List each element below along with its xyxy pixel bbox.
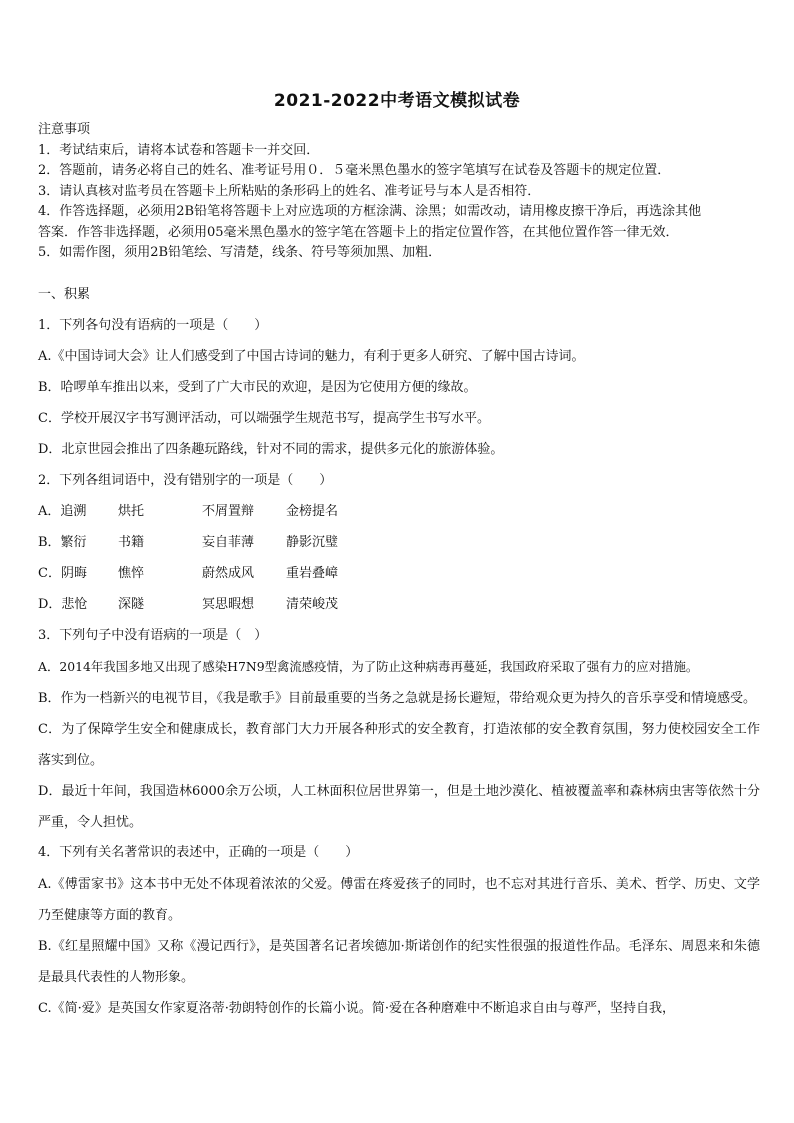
question-3-stem: 3．下列句子中没有语病的一项是（ ）	[38, 628, 268, 643]
word: A．追溯	[38, 504, 87, 519]
word: 重岩叠嶂	[286, 566, 339, 581]
word: 冥思暇想	[202, 597, 255, 612]
exam-body	[38, 284, 760, 1028]
notice-item: 答案．作答非选择题，必须用05毫米黑色墨水的签字笔在答题卡上的指定位置作答，在其他位置作答一律无效．	[38, 224, 679, 240]
word: 不屑置辩	[202, 504, 255, 519]
word: 金榜提名	[286, 504, 339, 519]
section-heading: 一、积累	[38, 287, 91, 302]
notice-item: 4．作答选择题，必须用2B铅笔将答题卡上对应选项的方框涂满、涂黑；如需改动，请用橡皮擦干净后，再选涂其他	[38, 204, 702, 219]
word: 深隧	[118, 597, 145, 612]
notice-item: 1．考试结束后，请将本试卷和答题卡一并交回．	[38, 142, 320, 158]
question-1-stem: 1．下列各句没有语病的一项是（ ）	[38, 318, 268, 333]
question-2-stem: 2．下列各组词语中，没有错别字的一项是（ ）	[38, 473, 333, 488]
word: 憔悴	[118, 566, 145, 581]
question-2-option-row	[38, 501, 760, 532]
question-1-option-b: B．哈啰单车推出以来，受到了广大市民的欢迎，是因为它使用方便的缘故。	[38, 380, 477, 395]
question-1-option-d: D．北京世园会推出了四条趣玩路线，针对不同的需求，提供多元化的旅游体验。	[38, 442, 504, 457]
question-1-option-a: A.《中国诗词大会》让人们感受到了中国古诗词的魅力，有利于更多人研究、了解中国古诗词。	[38, 349, 585, 364]
word: 烘托	[118, 504, 145, 519]
question-1-option-c: C．学校开展汉字书写测评活动，可以端强学生规范书写，提高学生书写水平。	[38, 411, 490, 426]
question-4-option-b: B.《红星照耀中国》又称《漫记西行》，是英国著名记者埃德加·斯诺创作的纪实性很强的报道性作品。毛泽东、周恩来和朱德是最具代表性的人物形象。	[38, 939, 760, 985]
page-title: 2021-2022中考语文模拟试卷	[273, 91, 521, 111]
question-2-option-row	[38, 532, 760, 563]
question-4-option-c: C.《简·爱》是英国女作家夏洛蒂·勃朗特创作的长篇小说。简·爱在各种磨难中不断追求自由与尊严，坚持自我，	[38, 1001, 676, 1016]
word: B．繁衍	[38, 535, 87, 550]
notice-item: 2．答题前，请务必将自己的姓名、准考证号用０．５毫米黑色墨水的签字笔填写在试卷及答题卡的规定位置．	[38, 163, 671, 178]
notice-item: 5．如需作图，须用2B铅笔绘、写清楚，线条、符号等须加黑、加粗．	[38, 245, 442, 260]
word: 清荣峻茂	[286, 597, 339, 612]
word: 静影沉璧	[286, 535, 339, 550]
question-2-option-row	[38, 563, 760, 594]
notice-heading: 注意事项	[38, 122, 91, 137]
word: C．阴晦	[38, 566, 87, 581]
question-3-option-a: A．2014年我国多地又出现了感染H7N9型禽流感疫情，为了防止这种病毒再蔓延，我国政府采取了强有力的应对措施。	[38, 659, 699, 674]
word: 蔚然成风	[202, 566, 255, 581]
question-4-stem: 4．下列有关名著常识的表述中，正确的一项是（ ）	[38, 845, 359, 860]
notice-item: 3．请认真核对监考员在答题卡上所粘贴的条形码上的姓名、准考证号与本人是否相符．	[38, 183, 541, 199]
notice-section	[38, 120, 760, 264]
word: 妄自菲薄	[202, 535, 255, 550]
word: D．悲怆	[38, 597, 88, 612]
question-3-option-d: D．最近十年间，我国造林6000余万公顷，人工林面积位居世界第一，但是土地沙漠化、植被覆盖率和森林病虫害等依然十分严重，令人担忧。	[38, 784, 760, 830]
question-3-option-b: B．作为一档新兴的电视节目，《我是歌手》目前最重要的当务之急就是扬长避短，带给观众更为持久的音乐享受和情境感受。	[38, 691, 757, 706]
question-3-option-c: C．为了保障学生安全和健康成长，教育部门大力开展各种形式的安全教育，打造浓郁的安全教育氛围，努力使校园安全工作落实到位。	[38, 722, 760, 768]
question-4-option-a: A.《傅雷家书》这本书中无处不体现着浓浓的父爱。傅雷在疼爱孩子的同时，也不忘对其进行音乐、美术、哲学、历史、文学乃至健康等方面的教育。	[38, 877, 760, 923]
word: 书籍	[118, 535, 145, 550]
question-2-option-row	[38, 594, 760, 625]
